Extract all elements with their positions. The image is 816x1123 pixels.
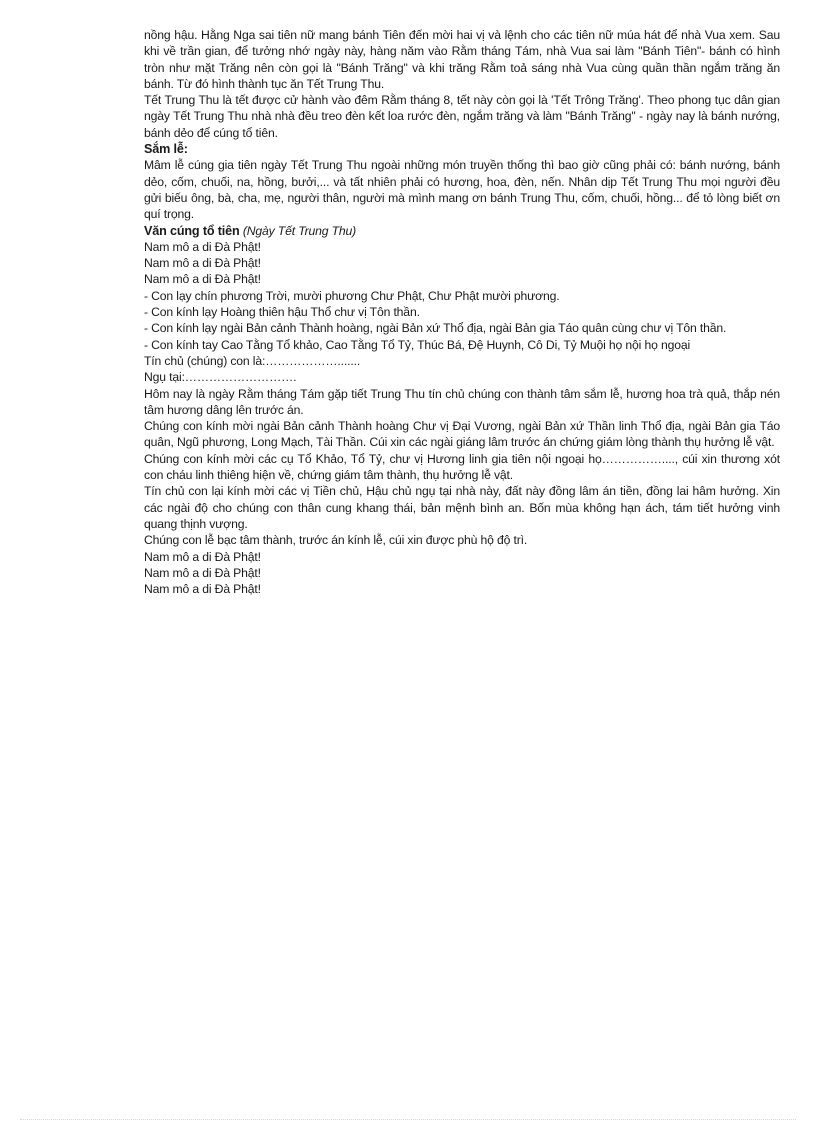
prayer-line: - Con kính lạy Hoàng thiên hậu Thổ chư vị Tôn thần. xyxy=(144,305,420,320)
offering-heading: Sắm lễ: xyxy=(144,142,188,157)
prayer-line: Nam mô a di Đà Phật! xyxy=(144,565,261,580)
intro-paragraph-1: nồng hậu. Hằng Nga sai tiên nữ mang bánh Tiên đến mời hai vị và lệnh cho các tiên nữ múa hát để nhà Vua xem. Sau khi về trần gian, để tưởng nhớ ngày này, hàng năm vào Rằm tháng Tám, nhà Vua sai làm "Bánh Tiên"- bánh có hình tròn như mặt Trăng nên còn gọi là "Bánh Trăng" và khi trăng Rằm toả sáng nhà Vua cùng quần thần ngắm trăng ăn bánh. Từ đó hình thành tục ăn Tết Trung Thu. xyxy=(144,28,780,91)
prayer-line: - Con kính lạy ngài Bản cảnh Thành hoàng, ngài Bản xứ Thổ địa, ngài Bản gia Táo quân cùng chư vị Tôn thần. xyxy=(144,321,727,336)
prayer-line: Nam mô a di Đà Phật! xyxy=(144,256,261,271)
prayer-line: Chúng con kính mời ngài Bản cảnh Thành hoàng Chư vị Đại Vương, ngài Bản xứ Thần linh Thổ địa, ngài Bản gia Táo quân, Ngũ phương, Long Mạch, Tài Thần. Cúi xin các ngài giáng lâm trước án chứng giám lòng thành thụ hưởng lễ vật. xyxy=(144,419,780,450)
prayer-line: Chúng con kính mời các cụ Tổ Khảo, Tổ Tỷ, chư vị Hương linh gia tiên nội ngoại họ……………...., cúi xin thương xót con cháu linh thiêng hiện về, chứng giám tâm thành, thụ hưởng lễ vật. xyxy=(144,451,780,483)
prayer-line: Tín chủ con lại kính mời các vị Tiền chủ, Hậu chủ ngụ tại nhà này, đất này đồng lâm án tiền, đồng lai hâm hưởng. Xin các ngài độ cho chúng con thân cung khang thái, bản mệnh bình an. Bốn mùa không hạn ách, tám tiết hưởng vinh quang thịnh vượng. xyxy=(144,484,780,531)
document-body xyxy=(144,27,780,597)
prayer-heading: Văn cúng tổ tiên xyxy=(144,223,240,238)
prayer-line: Nam mô a di Đà Phật! xyxy=(144,549,261,564)
page-bottom-divider xyxy=(20,1119,796,1120)
prayer-line: Nam mô a di Đà Phật! xyxy=(144,272,261,287)
intro-paragraph-2: Tết Trung Thu là tết được cử hành vào đêm Rằm tháng 8, tết này còn gọi là 'Tết Trông Trăng'. Theo phong tục dân gian ngày Tết Trung Thu nhà nhà đều treo đèn kết loa rước đèn, ngắm trăng và làm "Bánh Trăng" - ngày nay là bánh nướng, bánh dẻo để cúng tổ tiên. xyxy=(144,93,780,140)
offering-paragraph: Mâm lễ cúng gia tiên ngày Tết Trung Thu ngoài những món truyền thống thì bao giờ cũng phải có: bánh nướng, bánh dẻo, cốm, chuối, na, hồng, bưởi,... và tất nhiên phải có hương, hoa, đèn, nến. Nhân dịp Tết Trung Thu mọi người đều gửi biếu ông, bà, cha, mẹ, người thân, người mà mình mang ơn bánh Trung Thu, cốm, chuối, hồng... để tỏ lòng biết ơn quí trọng. xyxy=(144,158,780,222)
prayer-heading-line xyxy=(144,223,780,239)
prayer-line: Ngụ tại:………………………. xyxy=(144,370,297,385)
prayer-line: - Con kính tay Cao Tằng Tổ khảo, Cao Tằng Tổ Tỷ, Thúc Bá, Đệ Huynh, Cô Di, Tỷ Muội họ nội họ ngoại xyxy=(144,337,691,352)
prayer-line: Tín chủ (chúng) con là:………………....... xyxy=(144,353,361,368)
prayer-line: Nam mô a di Đà Phật! xyxy=(144,239,261,254)
prayer-line: Chúng con lễ bạc tâm thành, trước án kính lễ, cúi xin được phù hộ độ trì. xyxy=(144,533,528,548)
prayer-subtitle: (Ngày Tết Trung Thu) xyxy=(242,223,357,238)
prayer-line: - Con lạy chín phương Trời, mười phương Chư Phật, Chư Phật mười phương. xyxy=(144,288,560,303)
prayer-line: Nam mô a di Đà Phật! xyxy=(144,582,261,597)
prayer-line: Hôm nay là ngày Rằm tháng Tám gặp tiết Trung Thu tín chủ chúng con thành tâm sắm lễ, hương hoa trà quả, thắp nén tâm hương dâng lên trước án. xyxy=(144,386,780,417)
